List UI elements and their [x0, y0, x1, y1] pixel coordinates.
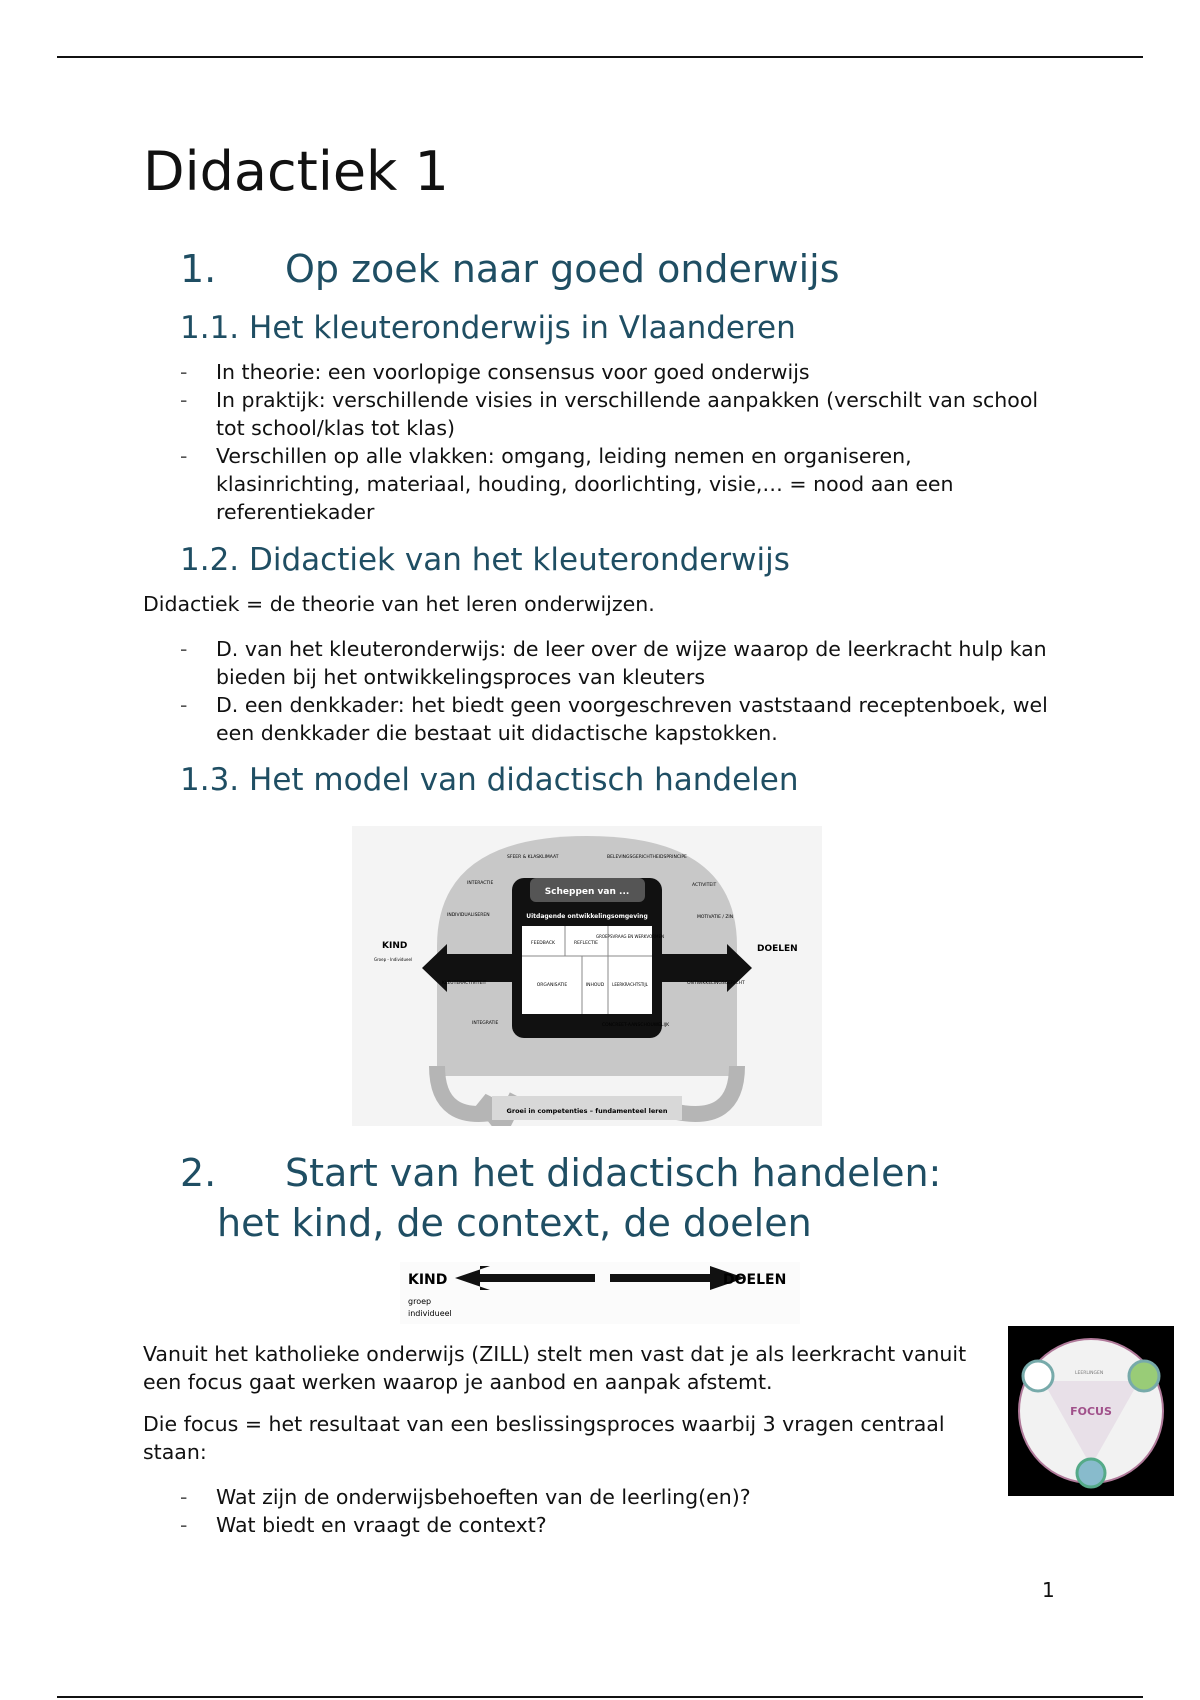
section-1-number: 1. [180, 247, 217, 291]
diagram-outer-label: INDIVIDUALISEREN [447, 913, 490, 918]
diagram-outer-label: MOTIVATIE / ZIN [697, 915, 734, 920]
diagram-outer-label: KLEUTERACTIVITEIT [442, 981, 487, 986]
page-number: 1 [1042, 1578, 1055, 1602]
section-2-number: 2. [180, 1151, 217, 1195]
subsection-1-1-list [180, 358, 1040, 526]
section-2-heading [180, 1148, 941, 1248]
section-1-title: Op zoek naar goed onderwijs [285, 247, 840, 291]
diagram-bottom-label: Groei in competenties – fundamenteel leren [506, 1107, 668, 1115]
diagram-cell-label: REFLECTIE [574, 941, 598, 946]
diagram-outer-label: ACTIVITEIT [692, 883, 717, 888]
document-title: Didactiek 1 [143, 140, 449, 203]
list-item: - Wat biedt en vraagt de context? [180, 1511, 980, 1539]
focus-arc-label: LEERLINGEN [1075, 1371, 1104, 1376]
diagram-outer-label: ONTWIKKELINGSGERICHT [687, 981, 745, 986]
section-2-list [180, 1483, 980, 1539]
list-item: - In theorie: een voorlopige consensus voor goed onderwijs [180, 358, 1040, 386]
diagram-cell-label: GROEPSVRAAG EN WERKVORMEN [596, 934, 664, 939]
diagram-top-header: Scheppen van ... [544, 887, 630, 897]
subsection-1-3-title: 1.3. Het model van didactisch handelen [180, 762, 799, 798]
diagram-inner-header: Uitdagende ontwikkelingsomgeving [526, 913, 648, 920]
diagram-outer-label: CONCREET-AANSCHOUWELIJK [602, 1023, 670, 1028]
diagram-outer-label: BELEVINGSGERICHTHEIDSPRINCIPE [607, 855, 687, 860]
zill-paragraph: Vanuit het katholieke onderwijs (ZILL) stelt men vast dat je als leerkracht vanuit een focus gaat werken waarop je aanbod en aanpak afstemt. [143, 1342, 967, 1394]
subsection-1-2-title: 1.2. Didactiek van het kleuteronderwijs [180, 542, 790, 578]
list-item: - D. een denkkader: het biedt geen voorgeschreven vaststaand receptenboek, wel een denkkader die bestaat uit didactische kapstokken. [180, 691, 1060, 747]
diagram-cell-label: FEEDBACK [531, 941, 555, 946]
focus-node-right-icon [1129, 1361, 1159, 1391]
section-1-heading [180, 244, 840, 294]
didactiek-definition: Didactiek = de theorie van het leren onderwijzen. [143, 592, 655, 616]
diagram-cell-label: LEERKRACHTSTIJL [612, 982, 648, 987]
list-item: - Wat zijn de onderwijsbehoeften van de leerling(en)? [180, 1483, 980, 1511]
subsection-1-1-title: 1.1. Het kleuteronderwijs in Vlaanderen [180, 310, 796, 346]
diagram-inner-grid [522, 926, 652, 1014]
arrow-figure-sub2: individueel [408, 1309, 452, 1318]
diagram-left-sublabel: Groep - Individueel [374, 957, 413, 962]
diagram-outer-label: SFEER & KLASKLIMAAT [507, 855, 559, 860]
diagram-cell-label: INHOUD [585, 983, 605, 988]
arrow-figure-sub1: groep [408, 1297, 432, 1306]
top-rule [57, 56, 1143, 58]
list-item: - Verschillen op alle vlakken: omgang, leiding nemen en organiseren, klasinrichting, materiaal, houding, doorlichting, visie,… = nood aan een referentiekader [180, 442, 1040, 526]
diagram-cell-label: ORGANISATIE [536, 983, 568, 988]
list-item: - D. van het kleuteronderwijs: de leer over de wijze waarop de leerkracht hulp kan bieden bij het ontwikkelingsproces van kleuters [180, 635, 1060, 691]
didactic-model-diagram [352, 826, 822, 1126]
subsection-1-2-list [180, 635, 1060, 747]
diagram-outer-label: INTEGRATIE [472, 1021, 499, 1026]
arrow-figure-doelen-label: DOELEN [723, 1272, 787, 1288]
bottom-rule [57, 1696, 1143, 1698]
list-item: - In praktijk: verschillende visies in verschillende aanpakken (verschilt van school tot school/klas tot klas) [180, 386, 1040, 442]
diagram-outer-label: INTERACTIE [467, 881, 494, 886]
focus-node-left-icon [1023, 1361, 1053, 1391]
section-2-title-line1: Start van het didactisch handelen: [285, 1151, 942, 1195]
diagram-left-label: KIND [382, 941, 408, 951]
section-2-title-line2: het kind, de context, de doelen [217, 1201, 812, 1245]
focus-center-label: FOCUS [1070, 1405, 1112, 1418]
kind-doelen-arrow-figure [400, 1262, 800, 1324]
diagram-right-label: DOELEN [757, 944, 798, 954]
focus-figure [1008, 1326, 1174, 1496]
focus-node-bottom-icon [1077, 1459, 1105, 1487]
arrow-figure-kind-label: KIND [408, 1272, 448, 1288]
focus-paragraph: Die focus = het resultaat van een beslissingsproces waarbij 3 vragen centraal staan: [143, 1412, 945, 1464]
